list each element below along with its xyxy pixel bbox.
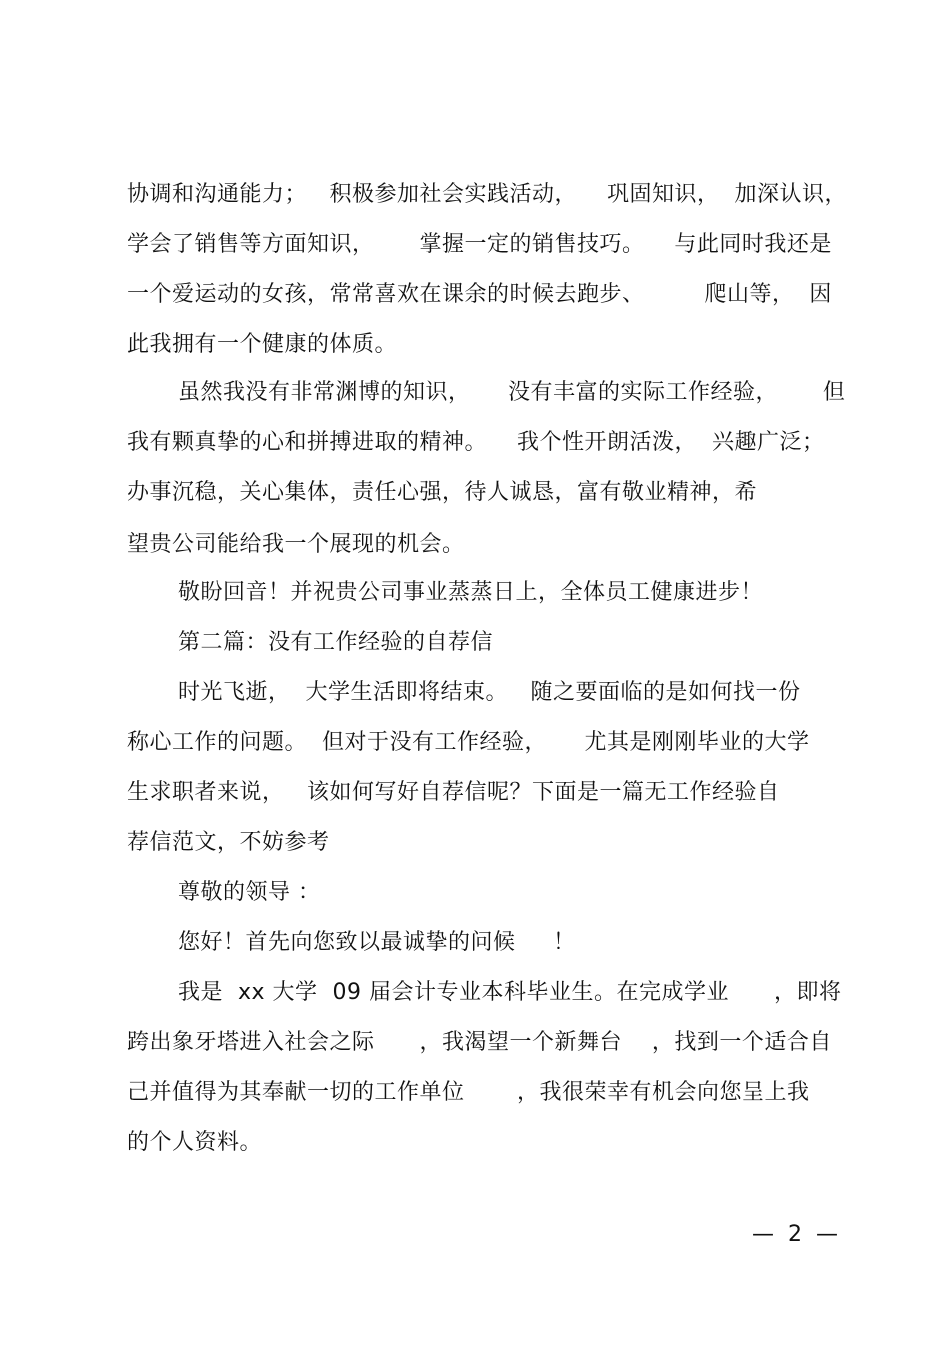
text-line: 望贵公司能给我一个展现的机会。 [127,532,465,557]
text-line: 办事沉稳，关心集体，责任心强，待人诚恳，富有敬业精神，希 [127,480,758,505]
text-line: 的个人资料。 [127,1130,263,1155]
text-line: 跨出象牙塔进入社会之际 ，我渴望一个新舞台 ，找到一个适合自 [127,1030,832,1055]
text-line: 我有颗真挚的心和拼搏进取的精神。 我个性开朗活泼， 兴趣广泛； [127,430,825,455]
text-line: 荐信范文，不妨参考 [127,830,330,855]
text-line: 称心工作的问题。 但对于没有工作经验， 尤其是刚刚毕业的大学 [127,730,810,755]
text-line: 您好！首先向您致以最诚挚的问候 ！ [178,930,576,955]
text-line: 学会了销售等方面知识， 掌握一定的销售技巧。 与此同时我还是 [127,232,832,257]
text-line: 一个爱运动的女孩，常常喜欢在课余的时候去跑步、 爬山等， 因 [127,282,832,307]
text-line: 生求职者来说， 该如何写好自荐信呢？下面是一篇无工作经验自 [127,780,780,805]
salutation: 尊敬的领导 ： [178,880,321,905]
text-line: 敬盼回音！并祝贵公司事业蒸蒸日上，全体员工健康进步！ [178,580,764,605]
text-line: 协调和沟通能力； 积极参加社会实践活动， 巩固知识， 加深认识， [127,182,847,207]
section-heading: 第二篇：没有工作经验的自荐信 [178,630,494,655]
page-number: — 2 — [752,1222,838,1247]
text-line: 虽然我没有非常渊博的知识， 没有丰富的实际工作经验， 但 [178,380,846,405]
text-line: 时光飞逝， 大学生活即将结束。 随之要面临的是如何找一份 [178,680,801,705]
text-line: 我是 xx 大学 09 届会计专业本科毕业生。在完成学业 ，即将 [178,980,842,1005]
text-line: 己并值得为其奉献一切的工作单位 ，我很荣幸有机会向您呈上我 [127,1080,810,1105]
text-line: 此我拥有一个健康的体质。 [127,332,398,357]
